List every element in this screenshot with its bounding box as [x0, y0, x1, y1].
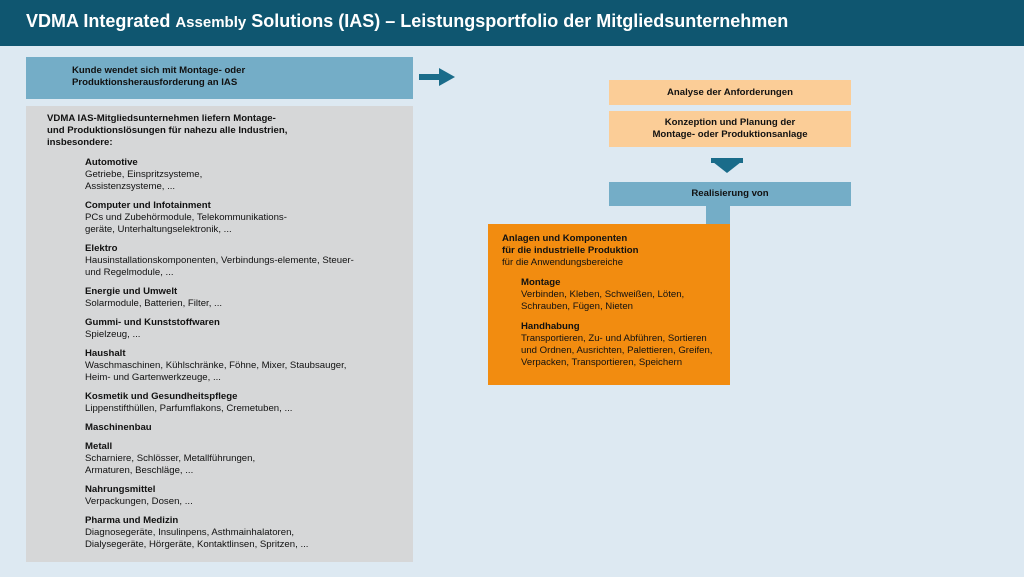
members-intro: VDMA IAS-Mitgliedsunternehmen liefern Montage- und Produktionslösungen für nahezu alle Industrien, insbesondere:: [47, 113, 288, 148]
member-industries-box: [26, 106, 413, 562]
realisation-connector: [706, 204, 730, 226]
sector-maschinenbau: Maschinenbau: [85, 422, 152, 433]
customer-request-box: [26, 57, 413, 99]
sector-metall: Metall Scharniere, Schlösser, Metallführungen, Armaturen, Beschläge, ...: [85, 441, 256, 476]
sector-pharma: Pharma und Medizin Diagnosegeräte, Insulinpens, Asthmainhalatoren, Dialysegeräte, Hörgeräte, Kontaktlinsen, Spritzen, ...: [85, 515, 309, 550]
area-handhabung: Handhabung Transportieren, Zu- und Abführen, Sortieren und Ordnen, Ausrichten, Palettieren, Greifen, Verpacken, Transportieren, Speichern: [521, 321, 713, 368]
sector-automotive: Automotive Getriebe, Einspritzsysteme, Assistenzsysteme, ...: [85, 157, 203, 192]
page-title: VDMA Integrated Assembly Solutions (IAS) – Leistungsportfolio der Mitgliedsunternehmen: [26, 11, 789, 31]
sector-nahrungsmittel: Nahrungsmittel Verpackungen, Dosen, ...: [85, 484, 193, 507]
header-bar: [0, 0, 1024, 46]
sector-haushalt: Haushalt Waschmaschinen, Kühlschränke, Föhne, Mixer, Staubsauger, Heim- und Gartenwerkzeuge, ...: [85, 348, 347, 383]
customer-request-line: Produktionsherausforderung an IAS: [72, 77, 238, 88]
right-arrow-icon: [419, 68, 455, 86]
systems-components-box: [488, 224, 730, 385]
systems-heading: Anlagen und Komponenten für die industrielle Produktion: [502, 233, 639, 256]
sector-computer: Computer und Infotainment PCs und Zubehörmodule, Telekommunikations- geräte, Unterhaltungselektronik, ...: [85, 200, 287, 235]
customer-request-line: Kunde wendet sich mit Montage- oder: [72, 65, 246, 76]
sector-kosmetik: Kosmetik und Gesundheitspflege Lippenstifthüllen, Parfumflakons, Cremetuben, ...: [85, 391, 293, 414]
systems-subheading: für die Anwendungsbereiche: [502, 257, 624, 268]
down-arrow-icon: [711, 158, 743, 173]
sector-energie: Energie und Umwelt Solarmodule, Batterien, Filter, ...: [85, 286, 223, 309]
concept-box: Konzeption und Planung der Montage- oder Produktionsanlage: [609, 111, 851, 147]
sector-gummi: Gummi- und Kunststoffwaren Spielzeug, ...: [85, 317, 220, 340]
realisation-box: Realisierung von: [609, 182, 851, 206]
area-montage: Montage Verbinden, Kleben, Schweißen, Löten, Schrauben, Fügen, Nieten: [521, 277, 685, 312]
sector-elektro: Elektro Hausinstallationskomponenten, Verbindungs-elemente, Steuer- und Regelmodule, ...: [85, 243, 354, 278]
analysis-box: Analyse der Anforderungen: [609, 80, 851, 105]
